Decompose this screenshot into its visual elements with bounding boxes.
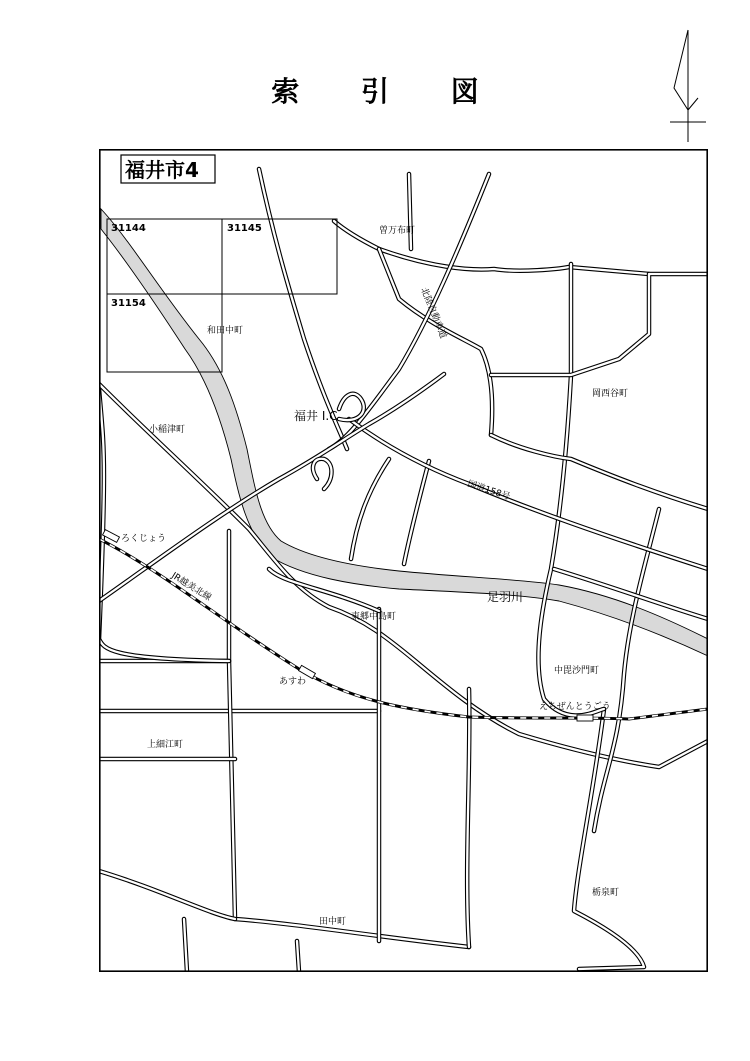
town-label: 小稲津町 [149,425,186,435]
town-label: 東郷中島町 [351,612,397,622]
minor-roads [99,169,708,972]
town-label: 上細江町 [147,740,184,750]
station-echizentogo [577,715,593,721]
expressway-label: 北陸自動車道 [418,286,448,341]
index-map [99,149,708,972]
station-label-asuwa: あすわ [279,677,307,687]
town-label: 岡西谷町 [592,389,629,399]
north-arrow-icon [668,28,708,146]
town-label: 栃泉町 [592,888,620,898]
town-label: 田中町 [319,917,347,927]
national-road-label: 国道158号 [466,479,512,503]
national-road-158 [349,419,708,569]
interchange-label: 福井 I.C [294,409,338,423]
diagonal-road [99,374,444,601]
railway-label: JR越美北線 [169,571,213,604]
map-badge: 福井市4 [125,158,199,182]
station-label-echizentogo: えちぜんとうごう [539,702,611,712]
town-label: 和田中町 [207,326,244,336]
town-label: 曽万布町 [379,226,416,236]
sheet-label-31145: 31145 [227,223,262,234]
river-label: 足羽川 [487,590,524,604]
sheet-label-31144: 31144 [111,223,146,234]
page-title: 索 引 図 [271,75,505,108]
sheet-label-31154: 31154 [111,298,146,309]
town-label: 中毘沙門町 [554,666,600,676]
station-label-rokujo: ろくじょう [121,534,167,544]
